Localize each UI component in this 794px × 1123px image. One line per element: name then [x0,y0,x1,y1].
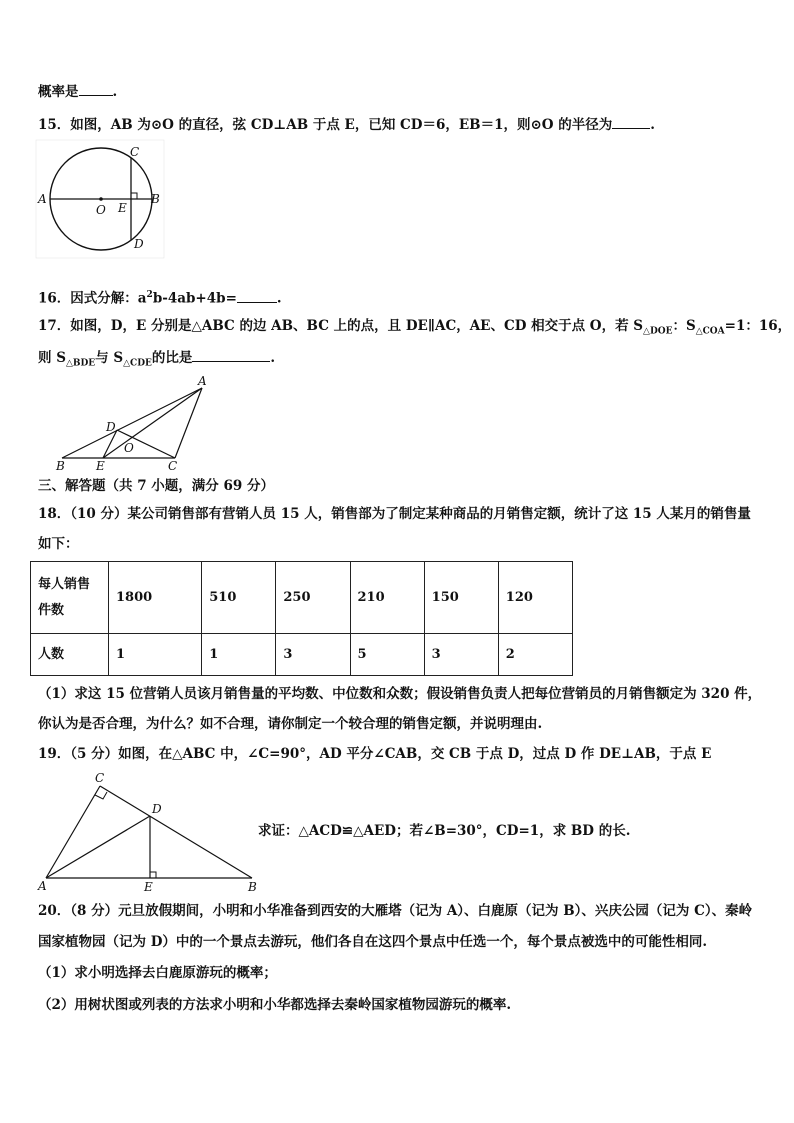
q18-line2: 如下： [38,536,79,552]
q16-end: . [276,290,282,307]
q17-line2-sub1: △BDE [65,358,96,369]
label-d: D [106,420,116,434]
label-b: B [56,459,65,473]
table-cell: 210 [350,562,424,634]
q17-post: 的比是 [151,350,193,366]
label-d: D [134,237,144,251]
q18-line1: 18．（10 分）某公司销售部有营销人员 15 人，销售部为了制定某种商品的月销售定额，统计了这 15 人某月的销售量 [38,506,751,522]
q17-triangle-figure [50,372,220,474]
header-line: 件数 [38,602,65,618]
answer-blank [79,81,113,96]
right-angle-mark-e [150,872,156,878]
right-angle-mark [131,193,137,199]
q17-end: . [270,350,276,366]
label-c: C [95,771,105,785]
label-a: A [198,374,207,388]
q16-rest: b-4ab+4b= [152,290,237,307]
q16-stem [38,285,282,309]
q17-sub2: △COA [695,326,725,337]
q17-line2-sub2: △CDE [123,358,152,369]
q20-sub2: （2）用树状图或列表的方法求小明和小华都选择去秦岭国家植物园游玩的概率. [38,997,512,1013]
q16-sup: 2 [146,290,153,300]
label-e: E [118,201,127,215]
table-cell: 1800 [109,562,202,634]
label-c: C [130,145,140,159]
table-cell: 3 [276,634,350,676]
table-header-cell [31,562,109,634]
bisector-ad [46,816,150,878]
table-cell: 150 [424,562,498,634]
q17-main: 17．如图，D，E 分别是△ABC 的边 AB、BC 上的点，且 DE∥AC，AE、CD 相交于点 O，若 S [38,318,644,334]
answer-blank [612,114,650,129]
table-cell: 1 [202,634,276,676]
table-cell: 1 [109,634,202,676]
section-title: 三、解答题（共 7 小题，满分 69 分） [38,478,274,494]
q14-tail [38,81,117,102]
q16-prefix: 16．因式分解：a [38,290,147,307]
q17-pre: 则 S [38,350,66,366]
label-o: O [96,203,106,217]
answer-blank [237,288,277,303]
label-e: E [144,880,153,894]
q17-tail: =1：16， [724,318,792,334]
label-a: A [38,192,47,206]
q17-line2-mid: 与 S [95,350,124,366]
q15-circle-figure [30,140,170,260]
q14-tail-text: 概率是 [38,84,79,100]
answer-blank [192,347,270,362]
q15-end: . [650,117,655,133]
q14-tail-end: . [112,84,118,100]
q17-sub1: △DOE [643,326,673,337]
side-ac [175,388,202,458]
q19-proof: 求证：△ACD≌△AED；若∠B=30°，CD=1，求 BD 的长. [258,823,631,839]
table-cell: 3 [424,634,498,676]
q17-line2 [38,347,275,374]
q20-line2: 国家植物园（记为 D）中的一个景点去游玩，他们各自在这四个景点中任选一个，每个景点被选中的可能性相同. [38,934,708,950]
label-o: O [124,441,134,455]
table-cell: 250 [276,562,350,634]
label-b: B [248,880,257,894]
q17-line1 [38,316,791,342]
label-d: D [152,802,162,816]
side-ac [46,786,100,878]
q19-triangle-figure [34,768,264,894]
q15-text: 15．如图，AB 为⊙O 的直径，弦 CD⊥AB 于点 E，已知 CD＝6，EB＝1，则⊙O 的半径为 [38,117,613,133]
table-row [31,634,573,676]
q20-sub1: （1）求小明选择去白鹿原游玩的概率； [38,965,277,981]
table-header-cell: 人数 [31,634,109,676]
center-dot [99,197,103,201]
table-row [31,562,573,634]
q18-sub1-line2: 你认为是否合理，为什么？如不合理，请你制定一个较合理的销售定额，并说明理由. [38,716,543,732]
q20-line1: 20．（8 分）元旦放假期间，小明和小华准备到西安的大雁塔（记为 A）、白鹿原（记为 B）、兴庆公园（记为 C）、秦岭 [38,903,753,919]
q17-mid: ：S [672,318,696,334]
sales-table [30,561,573,676]
q18-sub1-line1: （1）求这 15 位营销人员该月销售量的平均数、中位数和众数；假设销售负责人把每位营销员的月销售额定为 320 件， [38,686,762,702]
header-line: 每人销售 [38,576,91,592]
label-c: C [168,459,178,473]
right-angle-mark-c [95,792,107,799]
label-b: B [151,192,160,206]
q15-stem [38,114,655,135]
table-cell: 2 [498,634,572,676]
q19-line1: 19．（5 分）如图，在△ABC 中，∠C=90°，AD 平分∠CAB，交 CB 于点 D，过点 D 作 DE⊥AB，于点 E [38,746,712,762]
label-a: A [38,879,47,893]
table-cell: 510 [202,562,276,634]
table-cell: 5 [350,634,424,676]
label-e: E [96,459,105,473]
table-cell: 120 [498,562,572,634]
